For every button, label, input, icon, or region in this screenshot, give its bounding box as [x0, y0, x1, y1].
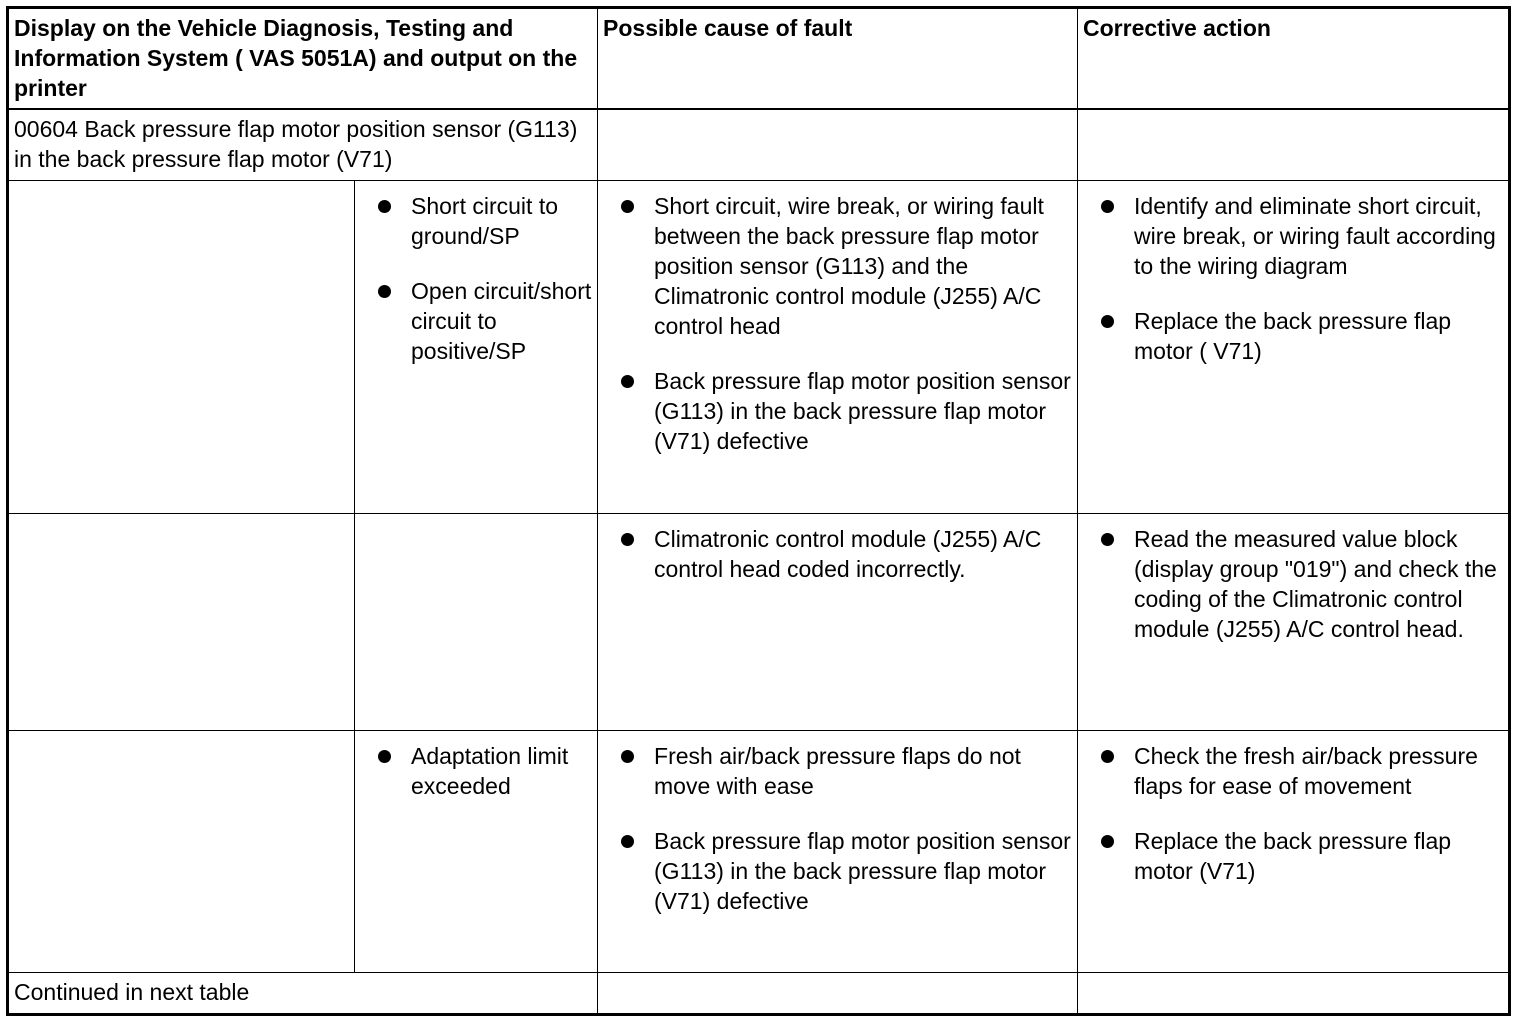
causes-cell — [598, 514, 1078, 731]
table-row — [8, 514, 1510, 731]
header-action: Corrective action — [1078, 8, 1510, 109]
fault-code-row — [8, 109, 1510, 181]
conditions-cell — [355, 181, 598, 514]
list-item: Read the measured value block (display group "019") and check the coding of the Climatronic control module (J255) A/C control head. — [1083, 524, 1503, 644]
empty-cell — [8, 731, 355, 973]
empty-cell — [1078, 109, 1510, 181]
list-item: Back pressure flap motor position sensor (G113) in the back pressure flap motor (V71) defective — [603, 366, 1072, 456]
header-display: Display on the Vehicle Diagnosis, Testing and Information System ( VAS 5051A) and output on the printer — [8, 8, 598, 109]
bullet-icon — [621, 200, 634, 213]
actions-cell — [1078, 181, 1510, 514]
causes-cell — [598, 181, 1078, 514]
empty-cell — [1078, 973, 1510, 1015]
list-item: Identify and eliminate short circuit, wire break, or wiring fault according to the wiring diagram — [1083, 191, 1503, 281]
bullet-icon — [621, 750, 634, 763]
bullet-icon — [1101, 750, 1114, 763]
empty-cell — [598, 973, 1078, 1015]
bullet-icon — [378, 750, 391, 763]
footer-note: Continued in next table — [8, 973, 598, 1015]
table-row — [8, 181, 1510, 514]
causes-cell — [598, 731, 1078, 973]
table-header-row — [8, 8, 1510, 109]
list-item: Fresh air/back pressure flaps do not move with ease — [603, 741, 1072, 801]
list-item: Short circuit, wire break, or wiring fault between the back pressure flap motor position sensor (G113) and the Climatronic control module (J255) A/C control head — [603, 191, 1072, 341]
list-item: Open circuit/short circuit to positive/SP — [360, 276, 592, 366]
empty-cell — [8, 181, 355, 514]
actions-cell — [1078, 731, 1510, 973]
bullet-icon — [378, 285, 391, 298]
list-item: Climatronic control module (J255) A/C control head coded incorrectly. — [603, 524, 1072, 584]
list-item: Replace the back pressure flap motor (V71) — [1083, 826, 1503, 886]
list-item: Replace the back pressure flap motor ( V71) — [1083, 306, 1503, 366]
bullet-icon — [1101, 315, 1114, 328]
bullet-icon — [1101, 200, 1114, 213]
bullet-icon — [1101, 835, 1114, 848]
actions-cell — [1078, 514, 1510, 731]
list-item: Check the fresh air/back pressure flaps for ease of movement — [1083, 741, 1503, 801]
bullet-icon — [1101, 533, 1114, 546]
fault-table — [6, 6, 1511, 1016]
bullet-icon — [378, 200, 391, 213]
list-item: Short circuit to ground/SP — [360, 191, 592, 251]
empty-cell — [8, 514, 355, 731]
bullet-icon — [621, 533, 634, 546]
footer-row — [8, 973, 1510, 1015]
bullet-icon — [621, 835, 634, 848]
header-cause: Possible cause of fault — [598, 8, 1078, 109]
list-item: Adaptation limit exceeded — [360, 741, 592, 801]
empty-cell — [598, 109, 1078, 181]
bullet-icon — [621, 375, 634, 388]
table-row — [8, 731, 1510, 973]
conditions-cell — [355, 514, 598, 731]
conditions-cell — [355, 731, 598, 973]
list-item: Back pressure flap motor position sensor (G113) in the back pressure flap motor (V71) defective — [603, 826, 1072, 916]
fault-code: 00604 Back pressure flap motor position sensor (G113) in the back pressure flap motor (V71) — [8, 109, 598, 181]
